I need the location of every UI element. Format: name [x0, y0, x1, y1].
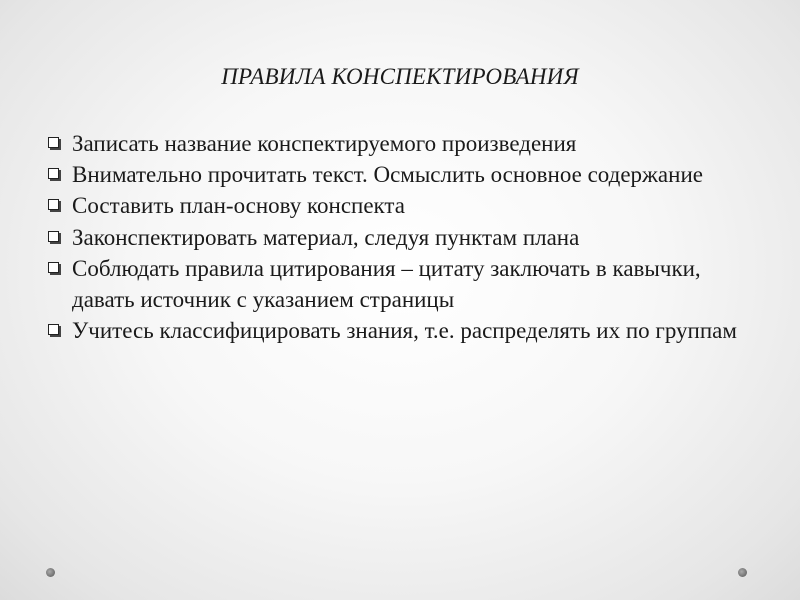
list-item-text: Внимательно прочитать текст. Осмыслить основное содержание: [72, 162, 703, 188]
checkbox-bullet-icon: [48, 137, 59, 148]
rules-list: [48, 128, 748, 346]
list-item-text: Записать название конспектируемого произведения: [72, 131, 577, 156]
checkbox-bullet-icon: [48, 168, 59, 179]
list-item: [48, 222, 748, 253]
checkbox-bullet-icon: [48, 262, 59, 273]
list-item: [48, 190, 748, 221]
list-item: [48, 253, 748, 315]
checkbox-bullet-icon: [48, 199, 59, 210]
checkbox-bullet-icon: [48, 231, 59, 242]
checkbox-bullet-icon: [48, 324, 59, 335]
list-item: [48, 128, 748, 159]
circle-dot-icon: [738, 568, 747, 577]
list-item-text: Законспектировать материал, следуя пунктам плана: [72, 224, 580, 250]
slide-title: ПРАВИЛА КОНСПЕКТИРОВАНИЯ: [221, 64, 579, 89]
circle-dot-icon: [46, 568, 55, 577]
list-item: [48, 315, 748, 346]
list-item-text: Соблюдать правила цитирования – цитату заключать в кавычки, давать источник с указанием страницы: [72, 255, 701, 313]
list-item-text: Составить план-основу конспекта: [72, 193, 405, 219]
list-item: [48, 159, 748, 190]
list-item-text: Учитесь классифицировать знания, т.е. распределять их по группам: [72, 318, 737, 344]
